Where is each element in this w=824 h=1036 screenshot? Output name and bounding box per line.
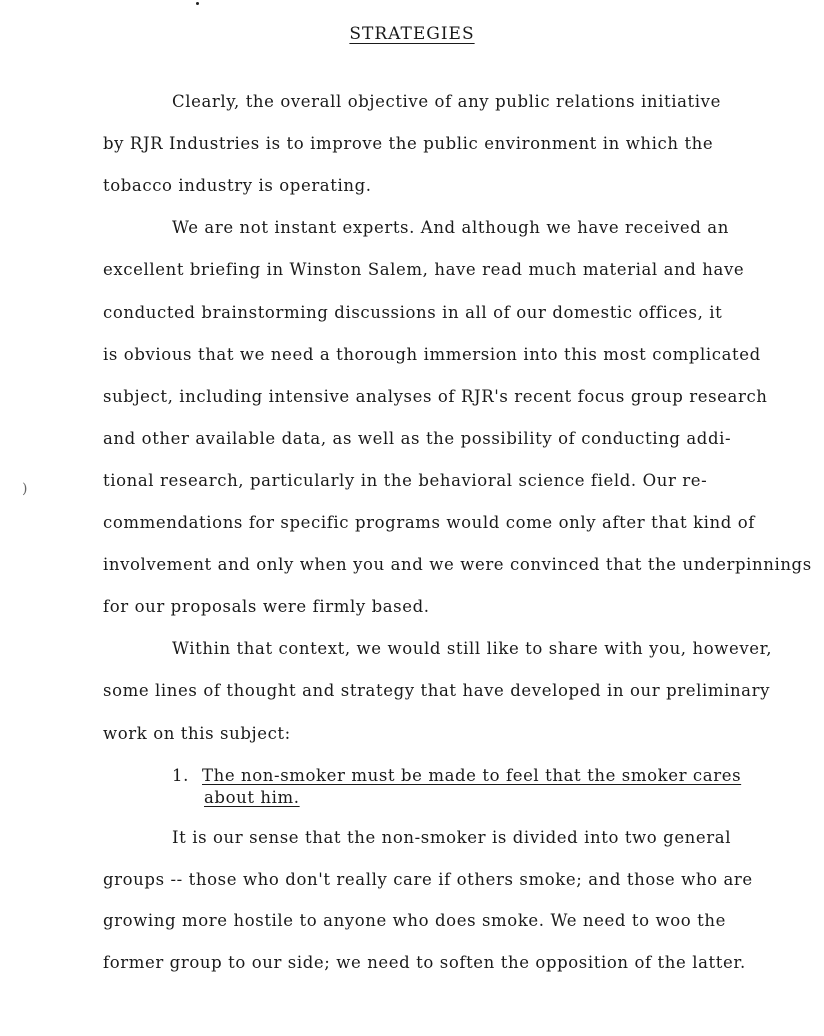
text-line: involvement and only when you and we were convinced that the underpinnings <box>103 555 812 574</box>
text-line: for our proposals were firmly based. <box>103 597 430 616</box>
numbered-point <box>172 766 741 786</box>
text-line: Clearly, the overall objective of any public relations initiative <box>172 92 721 111</box>
text-line: tobacco industry is operating. <box>103 176 372 195</box>
text-line: excellent briefing in Winston Salem, have read much material and have <box>103 260 745 279</box>
text-line: work on this subject: <box>103 724 291 743</box>
point-number: 1. <box>172 766 189 785</box>
scan-mark: ) <box>22 481 28 497</box>
point-heading-line: The non-smoker must be made to feel that the smoker cares <box>202 766 742 785</box>
text-line: is obvious that we need a thorough immersion into this most complicated <box>103 345 761 364</box>
text-line: tional research, particularly in the behavioral science field. Our re- <box>103 471 708 490</box>
text-line: by RJR Industries is to improve the public environment in which the <box>103 134 714 153</box>
text-line: conducted brainstorming discussions in all of our domestic offices, it <box>103 303 723 322</box>
text-line: commendations for specific programs would come only after that kind of <box>103 513 756 532</box>
text-line: It is our sense that the non-smoker is divided into two general <box>172 828 732 847</box>
text-line: growing more hostile to anyone who does smoke. We need to woo the <box>103 911 726 930</box>
page-title <box>0 24 824 44</box>
text-line: groups -- those who don't really care if others smoke; and those who are <box>103 870 753 889</box>
point-heading-line: about him. <box>204 788 300 807</box>
text-line: former group to our side; we need to soften the opposition of the latter. <box>103 953 746 972</box>
text-line: Within that context, we would still like to share with you, however, <box>172 639 773 658</box>
point-heading-continuation <box>204 788 300 808</box>
text-line: some lines of thought and strategy that have developed in our preliminary <box>103 681 771 700</box>
text-line: We are not instant experts. And although we have received an <box>172 218 729 237</box>
title-text: STRATEGIES <box>349 24 475 44</box>
scan-speck <box>196 2 199 5</box>
text-line: and other available data, as well as the possibility of conducting addi- <box>103 429 732 448</box>
text-line: subject, including intensive analyses of RJR's recent focus group research <box>103 387 768 406</box>
